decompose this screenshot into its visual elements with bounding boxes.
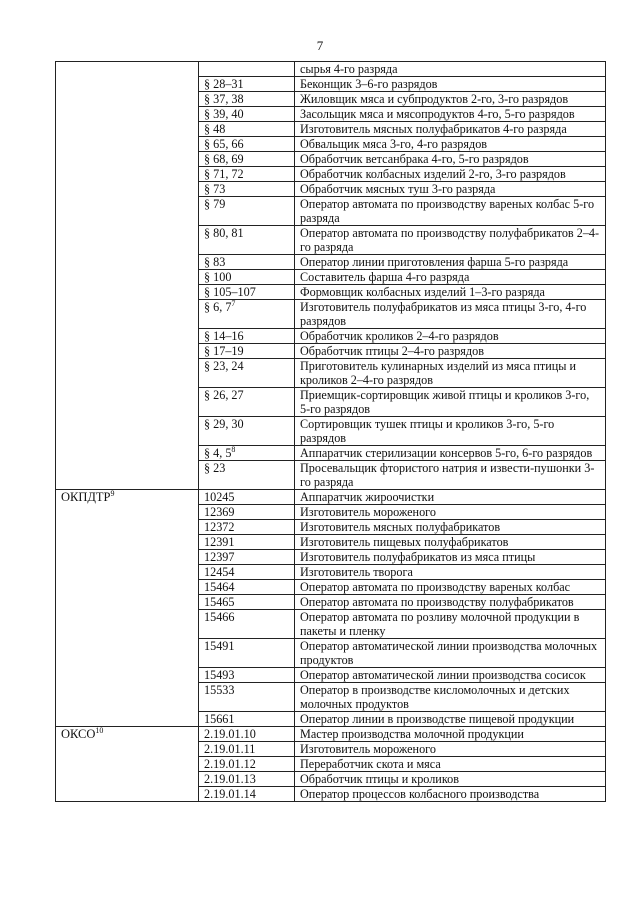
document-cell-okso [56, 727, 199, 802]
code-cell [199, 359, 295, 388]
footnote-marker: 10 [95, 725, 104, 735]
name-cell: Просевальщик фтористого натрия и извести-пушонки 3-го разряда [295, 461, 606, 490]
table-row [56, 62, 606, 77]
code-text: § 68, 69 [204, 152, 244, 166]
code-cell: 2.19.01.14 [199, 787, 295, 802]
code-cell [199, 197, 295, 226]
code-cell [199, 152, 295, 167]
code-cell [199, 285, 295, 300]
code-cell: 15464 [199, 580, 295, 595]
name-cell: Изготовитель полуфабрикатов из мяса птицы [295, 550, 606, 565]
document-label: ОКСО [61, 727, 96, 741]
name-cell: Беконщик 3–6-го разрядов [295, 77, 606, 92]
name-cell: Жиловщик мяса и субпродуктов 2-го, 3-го разрядов [295, 92, 606, 107]
name-cell: Изготовитель мороженого [295, 505, 606, 520]
code-cell [199, 62, 295, 77]
name-cell: Оператор автомата по производству вареных колбас 5-го разряда [295, 197, 606, 226]
code-text: § 17–19 [204, 344, 244, 358]
code-text: § 80, 81 [204, 226, 244, 240]
name-cell: Оператор процессов колбасного производства [295, 787, 606, 802]
code-cell [199, 388, 295, 417]
name-cell: Изготовитель мороженого [295, 742, 606, 757]
code-text: § 23, 24 [204, 359, 244, 373]
code-cell [199, 329, 295, 344]
name-cell: Изготовитель мясных полуфабрикатов 4-го разряда [295, 122, 606, 137]
page-number: 7 [316, 38, 324, 53]
code-cell: 12391 [199, 535, 295, 550]
code-text: § 29, 30 [204, 417, 244, 431]
document-cell-okpdtr [56, 490, 199, 727]
code-text: § 65, 66 [204, 137, 244, 151]
code-cell [199, 270, 295, 285]
code-cell [199, 77, 295, 92]
name-cell: Аппаратчик стерилизации консервов 5-го, 6-го разрядов [295, 446, 606, 461]
name-cell: Изготовитель полуфабрикатов из мяса птицы 3-го, 4-го разрядов [295, 300, 606, 329]
name-cell: Обработчик птицы и кроликов [295, 772, 606, 787]
document-label: ОКПДТР [61, 490, 111, 504]
code-cell: 15465 [199, 595, 295, 610]
code-cell: 12454 [199, 565, 295, 580]
code-text: § 28–31 [204, 77, 244, 91]
code-cell [199, 137, 295, 152]
code-cell [199, 182, 295, 197]
name-cell: Формовщик колбасных изделий 1–3-го разряда [295, 285, 606, 300]
code-cell [199, 167, 295, 182]
name-cell: Оператор автомата по производству полуфабрикатов [295, 595, 606, 610]
name-cell: сырья 4-го разряда [295, 62, 606, 77]
code-cell: 15661 [199, 712, 295, 727]
code-text: § 4, 5 [204, 446, 232, 460]
code-text: § 83 [204, 255, 226, 269]
code-cell: 2.19.01.12 [199, 757, 295, 772]
code-cell [199, 122, 295, 137]
code-text: § 105–107 [204, 285, 256, 299]
footnote-marker: 7 [231, 298, 236, 308]
code-cell: 12397 [199, 550, 295, 565]
code-cell: 12372 [199, 520, 295, 535]
name-cell: Изготовитель пищевых полуфабрикатов [295, 535, 606, 550]
name-cell: Засольщик мяса и мясопродуктов 4-го, 5-го разрядов [295, 107, 606, 122]
code-cell [199, 461, 295, 490]
code-cell: 2.19.01.13 [199, 772, 295, 787]
code-cell: 15466 [199, 610, 295, 639]
code-cell: 15533 [199, 683, 295, 712]
name-cell: Приготовитель кулинарных изделий из мяса птицы и кроликов 2–4-го разрядов [295, 359, 606, 388]
code-cell [199, 92, 295, 107]
name-cell: Оператор линии в производстве пищевой продукции [295, 712, 606, 727]
table-row [56, 490, 606, 505]
code-text: § 79 [204, 197, 226, 211]
code-cell [199, 417, 295, 446]
code-cell: 10245 [199, 490, 295, 505]
code-cell: 15493 [199, 668, 295, 683]
code-cell: 15491 [199, 639, 295, 668]
table-row [56, 727, 606, 742]
name-cell: Оператор автомата по производству вареных колбас [295, 580, 606, 595]
name-cell: Обвальщик мяса 3-го, 4-го разрядов [295, 137, 606, 152]
name-cell: Оператор линии приготовления фарша 5-го разряда [295, 255, 606, 270]
code-text: § 71, 72 [204, 167, 244, 181]
name-cell: Обработчик колбасных изделий 2-го, 3-го разрядов [295, 167, 606, 182]
code-cell [199, 226, 295, 255]
name-cell: Оператор автоматической линии производства сосисок [295, 668, 606, 683]
name-cell: Изготовитель мясных полуфабрикатов [295, 520, 606, 535]
name-cell: Обработчик ветсанбрака 4-го, 5-го разрядов [295, 152, 606, 167]
code-cell: 2.19.01.10 [199, 727, 295, 742]
name-cell: Оператор автомата по производству полуфабрикатов 2–4-го разряда [295, 226, 606, 255]
classifier-table [55, 61, 606, 802]
code-cell [199, 107, 295, 122]
name-cell: Аппаратчик жироочистки [295, 490, 606, 505]
code-text: § 100 [204, 270, 232, 284]
name-cell: Оператор автомата по розливу молочной продукции в пакеты и пленку [295, 610, 606, 639]
name-cell: Изготовитель творога [295, 565, 606, 580]
name-cell: Сортировщик тушек птицы и кроликов 3-го, 5-го разрядов [295, 417, 606, 446]
code-text: § 37, 38 [204, 92, 244, 106]
code-text: § 6, 7 [204, 300, 232, 314]
code-cell [199, 255, 295, 270]
name-cell: Оператор автоматической линии производства молочных продуктов [295, 639, 606, 668]
code-text: § 26, 27 [204, 388, 244, 402]
name-cell: Составитель фарша 4-го разряда [295, 270, 606, 285]
code-cell: 2.19.01.11 [199, 742, 295, 757]
name-cell: Обработчик кроликов 2–4-го разрядов [295, 329, 606, 344]
footnote-marker: 9 [110, 488, 115, 498]
code-text: § 73 [204, 182, 226, 196]
code-text: § 14–16 [204, 329, 244, 343]
code-cell [199, 446, 295, 461]
code-cell [199, 300, 295, 329]
code-text: § 23 [204, 461, 226, 475]
code-text: § 39, 40 [204, 107, 244, 121]
name-cell: Оператор в производстве кисломолочных и детских молочных продуктов [295, 683, 606, 712]
name-cell: Обработчик мясных туш 3-го разряда [295, 182, 606, 197]
name-cell: Переработчик скота и мяса [295, 757, 606, 772]
document-cell-etks [56, 62, 199, 490]
name-cell: Обработчик птицы 2–4-го разрядов [295, 344, 606, 359]
code-cell: 12369 [199, 505, 295, 520]
name-cell: Приемщик-сортировщик живой птицы и кроликов 3-го, 5-го разрядов [295, 388, 606, 417]
code-cell [199, 344, 295, 359]
footnote-marker: 8 [231, 444, 236, 454]
name-cell: Мастер производства молочной продукции [295, 727, 606, 742]
code-text: § 48 [204, 122, 226, 136]
